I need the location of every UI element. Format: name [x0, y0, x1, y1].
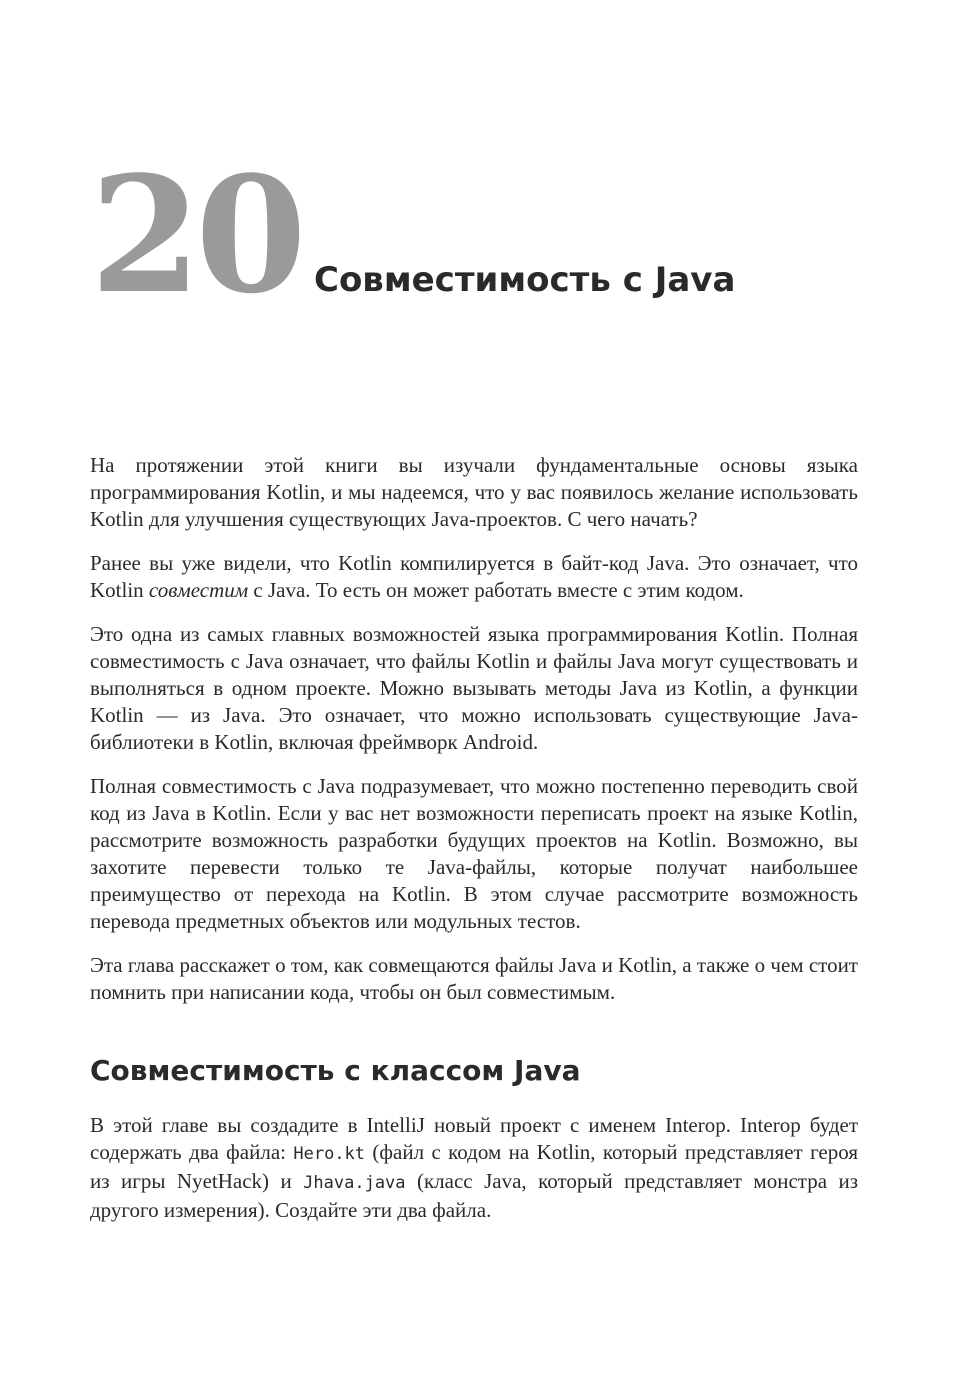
intro-paragraph-5: Эта глава расскажет о том, как совмещаются файлы Java и Kotlin, а также о чем стоит помнить при написании кода, чтобы он был совместимым.	[90, 953, 858, 1004]
intro-paragraph-3: Это одна из самых главных возможностей языка программирования Kotlin. Полная совместимость с Java означает, что файлы Kotlin и файлы Java могут существовать и выполняться в одном проекте. Можно вызывать методы Java из Kotlin, а функции Kotlin — из Java. Это означает, что можно использовать существующие Java-библиотеки в Kotlin, включая фреймворк Android.	[90, 622, 858, 754]
section-heading: Совместимость с классом Java	[90, 1054, 581, 1087]
filename-hero-kt: Hero.kt	[293, 1144, 366, 1164]
chapter-header	[90, 141, 910, 329]
chapter-number: 20	[90, 141, 301, 329]
section-paragraph-1	[90, 1112, 858, 1224]
intro-paragraph-1: На протяжении этой книги вы изучали фундаментальные основы языка программирования Kotlin, и мы надеемся, что у вас появилось желание использовать Kotlin для улучшения существующих Java-проектов. С чего начать?	[90, 453, 858, 531]
section-paragraph-text-3: (класс Java, который представляет монстра из другого измерения). Создайте эти два файла.	[90, 1169, 859, 1222]
intro-paragraph-2	[90, 550, 858, 604]
section-paragraph-text-2: (файл с кодом на Kotlin, который представляет героя из игры NyetHack) и	[90, 1140, 858, 1193]
filename-jhava-java: Jhava.java	[303, 1173, 406, 1193]
intro-paragraph-2-start: Ранее вы уже видели, что Kotlin компилируется в байт-код Java. Это означает, что Kotlin	[90, 551, 858, 602]
intro-paragraph-4: Полная совместимость с Java подразумевает, что можно постепенно переводить свой код из Java в Kotlin. Если у вас нет возможности переписать проект на языке Kotlin, рассмотрите возможность разработки будущих проектов на Kotlin. Возможно, вы захотите перевести только те Java-файлы, которые получат наибольшее преимущество от перехода на Kotlin. В этом случае рассмотрите возможность перевода предметных объектов или модульных тестов.	[90, 774, 858, 933]
intro-paragraph-2-end: с Java. То есть он может работать вместе с этим кодом.	[248, 578, 744, 602]
chapter-title: Совместимость с Java	[314, 260, 736, 300]
emphasis-compatible: совместим	[148, 578, 249, 602]
section-paragraph-text-1: В этой главе вы создадите в IntelliJ новый проект с именем Interop. Interop будет содержать два файла:	[90, 1113, 858, 1164]
body-text	[90, 452, 858, 1241]
